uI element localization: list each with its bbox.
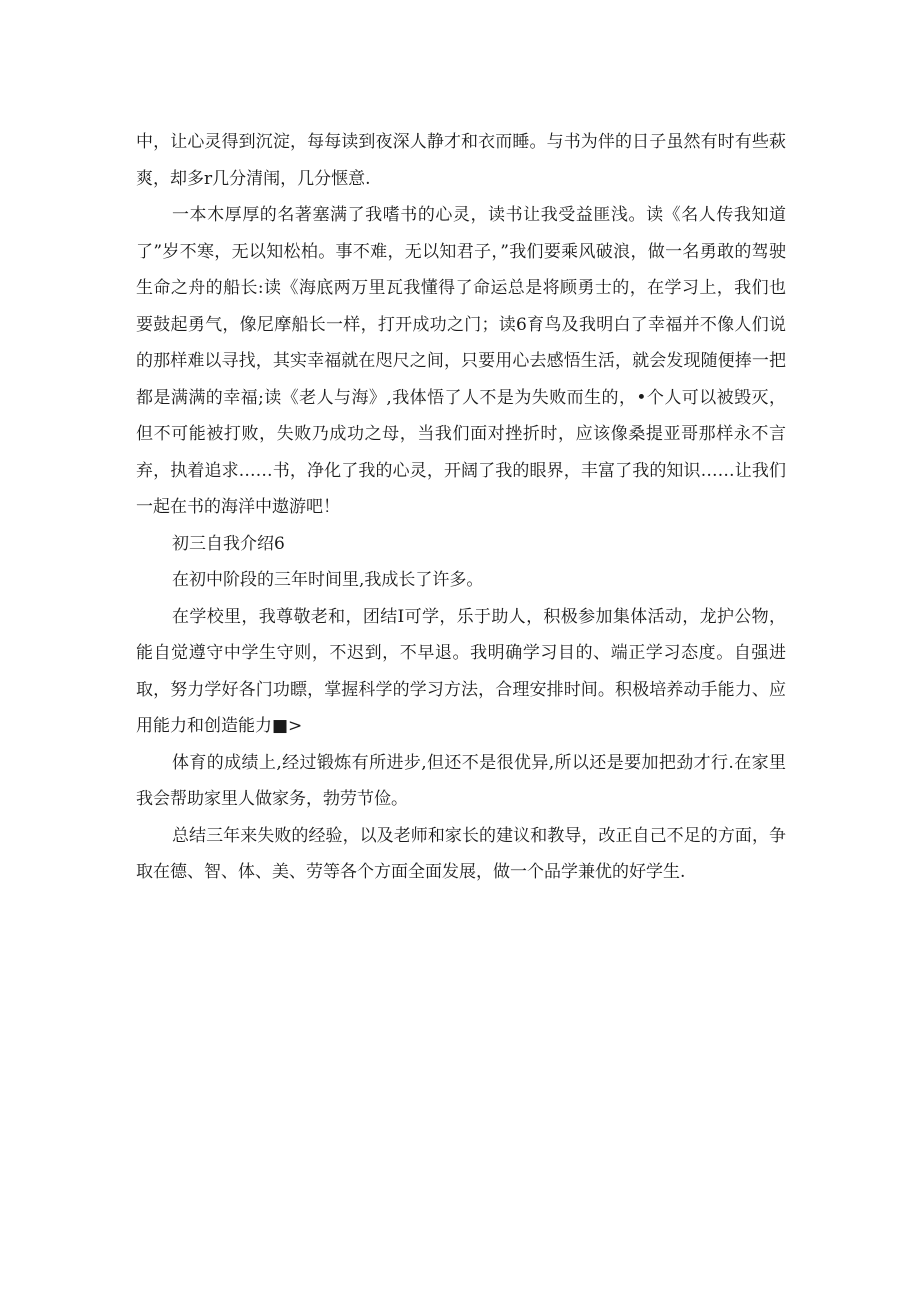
- paragraph-sports-home: 体育的成绩上,经过锻炼有所进步,但还不是很优异,所以还是要加把劲才行.在家里我会帮助家里人做家务，勃劳节俭。: [136, 752, 786, 809]
- paragraph-summary: 总结三年来失败的经验，以及老师和家长的建议和教导，改正自己不足的方面，争取在德、智、体、美、劳等各个方面全面发展，做一个品学兼优的好学生.: [136, 825, 786, 882]
- section-heading: 初三自我介绍6: [172, 533, 285, 554]
- paragraph-growth-intro: 在初中阶段的三年时间里,我成长了许多。: [172, 570, 484, 590]
- paragraph-school-life: 在学校里，我尊敬老和，团结I可学，乐于助人，积极参加集体活动，龙护公物，能自觉遵守中学生守则，不迟到，不早退。我明确学习目的、端正学习态度。自强进取，努力学好各门功瞟，掌握科学的学习方法，合理安排时间。积极培养动手能力、应用能力和创造能力■>: [136, 606, 786, 736]
- paragraph-reading-ending: 中，让心灵得到沉淀，每每读到夜深人静才和衣而睡。与书为伴的日子虽然有时有些萩爽，却多r几分清闱，几分惬意.: [136, 132, 786, 189]
- document-body: [136, 124, 786, 891]
- paragraph-reading-books: 一本木厚厚的名著塞满了我嗜书的心灵，读书让我受益匪浅。读《名人传我知道了”岁不寒，无以知松柏。事不难，无以知君子，”我们要乘风破浪，做一名勇敢的驾驶生命之舟的船长:读《海底两万里瓦我懂得了命运总是将顾勇士的，在学习上，我们也要鼓起勇气，像尼摩船长一样，打开成功之门；读6育鸟及我明白了幸福并不像人们说的那样难以寻找，其实幸福就在咫尺之间，只要用心去感悟生活，就会发现随便捧一把都是满满的幸福;读《老人与海》,我体悟了人不是为失败而生的，•个人可以被毁灭，但不可能被打败，失败乃成功之母，当我们面对挫折时，应该像桑提亚哥那样永不言弃，执着追求……书，净化了我的心灵，开阔了我的眼界，丰富了我的知识……让我们一起在书的海洋中遨游吧！: [136, 205, 786, 517]
